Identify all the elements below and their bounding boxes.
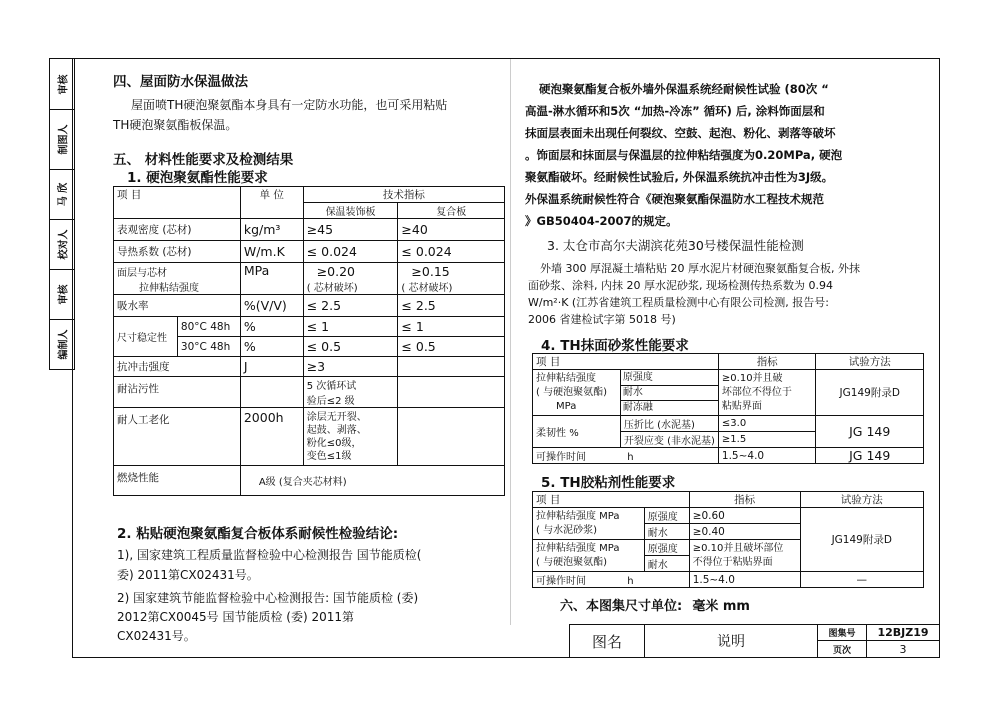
subsection-1-title: 1. 硬泡聚氨酯性能要求 [127, 170, 268, 186]
t5-header-item: 项 目 [533, 492, 690, 508]
row-stability-80c: 80°C 48h [177, 317, 240, 337]
signature-strip [49, 58, 75, 370]
t4-flex-index-2: ≥1.5 [718, 432, 816, 448]
section-4-title: 四、屋面防水保温做法 [113, 74, 248, 90]
row-bond-b: ≥0.15 ( 芯材破坏) [398, 263, 505, 295]
row-absorption-b: ≤ 2.5 [398, 295, 505, 317]
t5-bond2-sub-1: 原强度 [644, 540, 689, 556]
weathering-conclusion [525, 78, 920, 232]
row-absorption-label: 吸水率 [114, 295, 241, 317]
titleblock-atlas: 12BJZ19 [867, 625, 939, 641]
subsection-2-line3: 2) 国家建筑节能监督检验中心检测报告: 国节能质检 (委) [117, 591, 419, 605]
t4-flex-index-1: ≤3.0 [718, 416, 816, 432]
sidebar-cell-2: 制图人 [50, 109, 74, 170]
row-impact-label: 抗冲击强度 [114, 357, 241, 377]
row-impact-empty [398, 357, 505, 377]
t5-bond2-index: ≥0.10并且破坏部位 不得位于粘贴界面 [689, 540, 800, 572]
row-fire-label: 燃烧性能 [114, 466, 241, 496]
titleblock-name-label: 图名 [570, 625, 645, 657]
row-aging-unit: 2000h [240, 408, 303, 466]
row-stain-unit [240, 377, 303, 408]
section-4-para-line1: 屋面喷TH硬泡聚氨酯本身具有一定防水功能，也可采用粘贴 [131, 98, 448, 112]
t4-time-method: JG 149 [816, 448, 924, 464]
row-fire-value: A级 (复合夹芯材料) [240, 466, 504, 496]
section-6-value: 毫米 mm [692, 599, 750, 614]
t4-time-label: 可操作时间 h [533, 448, 719, 464]
titleblock-name: 说明 [645, 625, 818, 657]
sidebar-cell-4: 校对人 [50, 219, 74, 270]
sidebar-cell-3: 马 欣 [50, 169, 74, 220]
t4-header-item: 项 目 [533, 354, 719, 370]
header-unit: 单 位 [240, 187, 303, 219]
header-insulation-board: 保温装饰板 [303, 203, 398, 219]
t4-flex-label: 柔韧性 % [533, 416, 621, 448]
t5-bond-method: JG149附录D [800, 508, 923, 572]
t5-header-method: 试验方法 [800, 492, 923, 508]
sidebar-cell-6: 编制人 [58, 329, 70, 359]
titleblock-page-label: 页次 [818, 641, 867, 657]
row-stability-b2: ≤ 0.5 [398, 337, 505, 357]
row-impact-value: ≥3 [303, 357, 398, 377]
section-4-para-line2: TH硬泡聚氨酯板保温。 [113, 118, 238, 132]
subsection-5-title: 5. TH胶粘剂性能要求 [541, 475, 676, 491]
t5-bond1-label: 拉伸粘结强度 MPa ( 与水泥砂浆) [533, 508, 645, 540]
t4-flex-sub-1: 压折比 (水泥基) [620, 416, 718, 432]
t5-bond2-sub-2: 耐水 [644, 556, 689, 572]
row-density-a: ≥45 [303, 219, 398, 241]
section-6 [560, 595, 750, 614]
bold-line-2: 高温-淋水循环和5次 “加热-冷冻” 循环) 后, 涂料饰面层和 [525, 104, 825, 118]
t5-bond1-index-1: ≥0.60 [689, 508, 800, 524]
bold-line-4: 。饰面层和抹面层与保温层的拉伸粘结强度为0.20MPa, 硬泡 [525, 148, 843, 162]
subsection-2-title: 2. 粘贴硬泡聚氨酯复合板体系耐候性检验结论: [117, 526, 399, 542]
t4-bond-method: JG149附录D [816, 370, 924, 416]
t4-flex-sub-2: 开裂应变 (非水泥基) [620, 432, 718, 448]
sub3-line-1: 外墙 300 厚混凝土墙粘贴 20 厚水泥片材硬泡聚氨酯复合板, 外抹 [540, 262, 860, 275]
column-divider [510, 59, 511, 625]
t4-header-method: 试验方法 [816, 354, 924, 370]
row-absorption-a: ≤ 2.5 [303, 295, 398, 317]
row-aging-empty [398, 408, 505, 466]
t5-bond1-index-2: ≥0.40 [689, 524, 800, 540]
row-stability-b1: ≤ 1 [398, 317, 505, 337]
section-5-title: 五、 材料性能要求及检测结果 [113, 152, 294, 168]
adhesive-spec-table [532, 491, 924, 588]
bold-line-3: 抹面层表面未出现任何裂纹、空鼓、起泡、粉化、剥落等破坏 [525, 126, 836, 140]
subsection-3-body [528, 260, 923, 328]
subsection-2-line2: 委) 2011第CX02431号。 [117, 568, 259, 582]
title-block [569, 624, 939, 657]
bold-line-1: 硬泡聚氨酯复合板外墙外保温系统经耐候性试验 (80次 “ [539, 82, 829, 96]
row-aging-label: 耐人工老化 [114, 408, 241, 466]
row-impact-unit: J [240, 357, 303, 377]
row-stability-unit-2: % [240, 337, 303, 357]
t4-flex-method: JG 149 [816, 416, 924, 448]
row-stain-label: 耐沾污性 [114, 377, 241, 408]
sidebar-cell-1: 审核 [50, 59, 74, 110]
row-bond-a: ≥0.20 ( 芯材破坏) [303, 263, 398, 295]
row-conductivity-unit: W/m.K [240, 241, 303, 263]
row-aging-value: 涂层无开裂、 起鼓、剥落、 粉化≤0级， 变色≤1级 [303, 408, 398, 466]
sub3-line-2: 面砂浆、涂料, 内抹 20 厚水泥砂浆, 现场检测传热系数为 0.94 [528, 279, 833, 292]
bold-line-7: 》GB50404-2007的规定。 [525, 214, 678, 228]
t4-header-index: 指标 [718, 354, 816, 370]
section-6-title: 六、本图集尺寸单位: [560, 599, 683, 614]
row-stability-a1: ≤ 1 [303, 317, 398, 337]
row-stability-a2: ≤ 0.5 [303, 337, 398, 357]
row-density-b: ≥40 [398, 219, 505, 241]
header-tech: 技术指标 [303, 187, 504, 203]
polyurethane-spec-table [113, 186, 505, 496]
t4-time-index: 1.5~4.0 [718, 448, 816, 464]
row-stability-label: 尺寸稳定性 [114, 317, 178, 357]
t4-bond-label: 拉伸粘结强度 ( 与硬泡聚氨酯) MPa [533, 370, 621, 416]
sub3-line-3: W/m²·K (江苏省建筑工程质量检测中心有限公司检测, 报告号: [528, 296, 829, 309]
t4-bond-index: ≥0.10并且破 坏部位不得位于 粘贴界面 [718, 370, 816, 416]
titleblock-page: 3 [899, 642, 907, 656]
titleblock-atlas-label: 图集号 [818, 625, 867, 641]
subsection-2-line5: CX02431号。 [117, 629, 196, 643]
row-bond-unit: MPa [240, 263, 303, 295]
row-conductivity-b: ≤ 0.024 [398, 241, 505, 263]
row-stain-value: 5 次循环试 验后≤2 级 [303, 377, 398, 408]
subsection-2-line4: 2012第CX0045号 国节能质检 (委) 2011第 [117, 610, 355, 624]
row-stain-empty [398, 377, 505, 408]
row-bond-label: 面层与芯材 拉伸粘结强度 [114, 263, 241, 295]
t5-time-method: — [800, 572, 923, 588]
row-stability-30c: 30°C 48h [177, 337, 240, 357]
row-conductivity-a: ≤ 0.024 [303, 241, 398, 263]
t5-time-label: 可操作时间 h [533, 572, 690, 588]
t5-header-index: 指标 [689, 492, 800, 508]
t5-time-index: 1.5~4.0 [689, 572, 800, 588]
subsection-3-title: 3. 太仓市高尔夫湖滨花苑30号楼保温性能检测 [547, 238, 804, 253]
t5-bond1-sub-1: 原强度 [644, 508, 689, 524]
t5-bond1-sub-2: 耐水 [644, 524, 689, 540]
header-composite-board: 复合板 [398, 203, 505, 219]
row-absorption-unit: %(V/V) [240, 295, 303, 317]
header-item: 项 目 [114, 187, 241, 219]
bold-line-5: 聚氨酯破坏。经耐候性试验后, 外保温系统抗冲击性为3J级。 [525, 170, 834, 184]
subsection-2-line1: 1), 国家建筑工程质量监督检验中心检测报告 国节能质检( [117, 548, 422, 562]
sidebar-cell-5: 审核 [50, 269, 74, 320]
row-conductivity-label: 导热系数 (芯材) [114, 241, 241, 263]
t4-bond-sub: 原强度 耐水 耐冻融 [620, 370, 718, 416]
t5-bond2-label: 拉伸粘结强度 MPa ( 与硬泡聚氨酯) [533, 540, 645, 572]
bold-line-6: 外保温系统耐候性符合《硬泡聚氨酯保温防水工程技术规范 [525, 192, 824, 206]
sub3-line-4: 2006 省建检试字第 5018 号) [528, 313, 676, 326]
row-density-label: 表观密度 (芯材) [114, 219, 241, 241]
mortar-spec-table [532, 353, 924, 464]
row-density-unit: kg/m³ [240, 219, 303, 241]
subsection-4-title: 4. TH抹面砂浆性能要求 [541, 338, 689, 354]
row-stability-unit-1: % [240, 317, 303, 337]
